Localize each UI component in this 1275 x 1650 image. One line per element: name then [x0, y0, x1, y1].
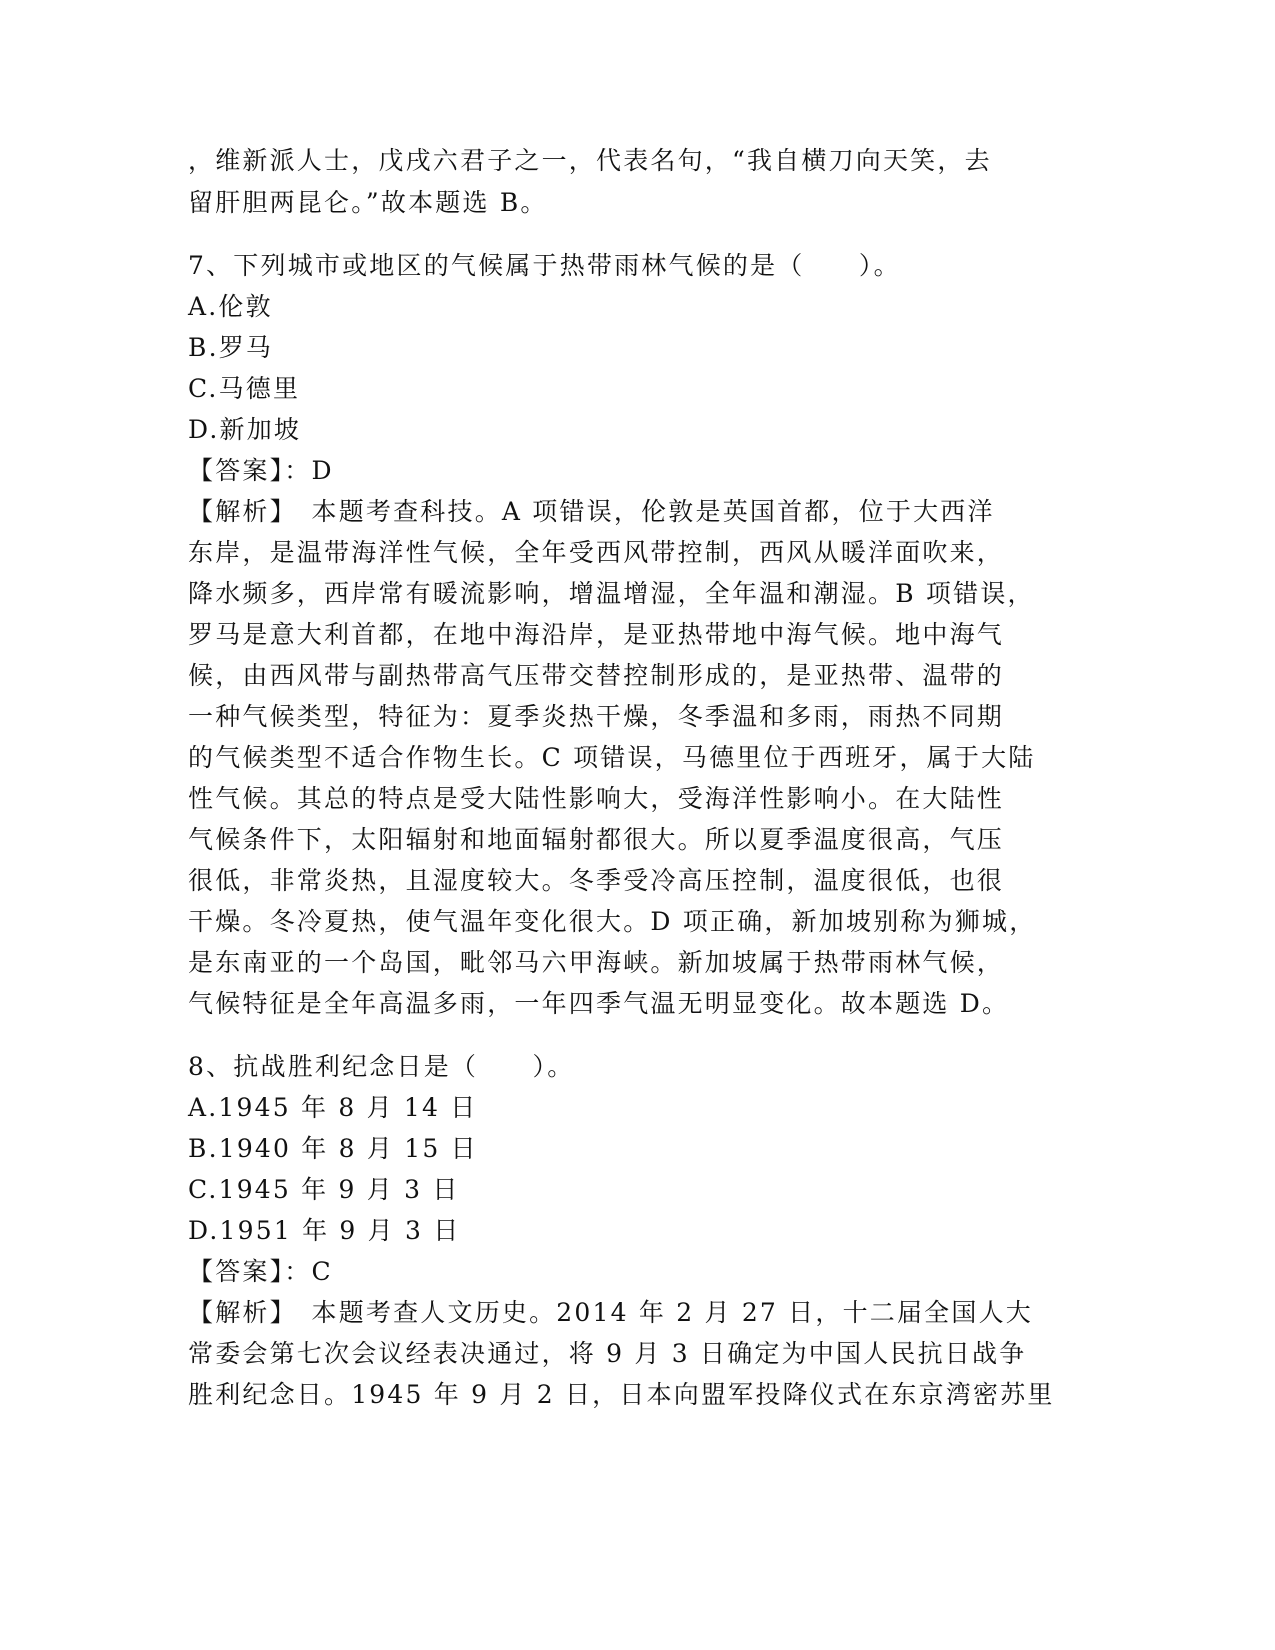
q7-analysis-line: 的气候类型不适合作物生长。C 项错误，马德里位于西班牙，属于大陆: [188, 743, 1036, 772]
q7-analysis-line: 气候条件下，太阳辐射和地面辐射都很大。所以夏季温度很高，气压: [188, 825, 1005, 854]
question-7-text: 7、下列城市或地区的气候属于热带雨林气候的是（ ）。: [188, 251, 901, 280]
q7-analysis-line: 是东南亚的一个岛国，毗邻马六甲海峡。新加坡属于热带雨林气候，: [188, 948, 1005, 977]
q8-option-a: A.1945 年 8 月 14 日: [188, 1093, 478, 1122]
q8-option-b: B.1940 年 8 月 15 日: [188, 1134, 478, 1163]
q7-option-d: D.新加坡: [188, 415, 302, 444]
q7-analysis-line: 干燥。冬冷夏热，使气温年变化很大。D 项正确，新加坡别称为狮城，: [188, 907, 1037, 936]
q8-answer: 【答案】：C: [188, 1257, 333, 1286]
q8-analysis-line: 胜利纪念日。1945 年 9 月 2 日，日本向盟军投降仪式在东京湾密苏里: [188, 1380, 1055, 1409]
q7-analysis-line: 【解析】 本题考查科技。A 项错误，伦敦是英国首都，位于大西洋: [188, 497, 995, 526]
q7-option-a: A.伦敦: [188, 292, 273, 321]
q7-analysis-line: 一种气候类型，特征为：夏季炎热干燥，冬季温和多雨，雨热不同期: [188, 702, 1005, 731]
intro-line-2: 留肝胆两昆仑。”故本题选 B。: [188, 188, 548, 217]
q7-answer: 【答案】：D: [188, 456, 334, 485]
intro-line-1: ，维新派人士，戊戌六君子之一，代表名句，“我自横刀向天笑，去: [188, 146, 992, 175]
q8-option-d: D.1951 年 9 月 3 日: [188, 1216, 461, 1245]
q7-analysis-line: 气候特征是全年高温多雨，一年四季气温无明显变化。故本题选 D。: [188, 989, 1010, 1018]
q7-analysis-line: 罗马是意大利首都，在地中海沿岸，是亚热带地中海气候。地中海气: [188, 620, 1005, 649]
q7-analysis-line: 东岸，是温带海洋性气候，全年受西风带控制，西风从暖洋面吹来，: [188, 538, 1005, 567]
q8-analysis-line: 常委会第七次会议经表决通过，将 9 月 3 日确定为中国人民抗日战争: [188, 1339, 1027, 1368]
q8-analysis-line: 【解析】 本题考查人文历史。2014 年 2 月 27 日，十二届全国人大: [188, 1298, 1033, 1327]
q7-analysis-line: 降水频多，西岸常有暖流影响，增温增湿，全年温和潮湿。B 项错误，: [188, 579, 1035, 608]
question-8-text: 8、抗战胜利纪念日是（ ）。: [188, 1052, 575, 1081]
q8-option-c: C.1945 年 9 月 3 日: [188, 1175, 460, 1204]
q7-option-b: B.罗马: [188, 333, 274, 362]
q7-option-c: C.马德里: [188, 374, 301, 403]
q7-analysis-line: 很低，非常炎热，且湿度较大。冬季受冷高压控制，温度很低，也很: [188, 866, 1005, 895]
q7-analysis-line: 候，由西风带与副热带高气压带交替控制形成的，是亚热带、温带的: [188, 661, 1005, 690]
q7-analysis-line: 性气候。其总的特点是受大陆性影响大，受海洋性影响小。在大陆性: [188, 784, 1005, 813]
